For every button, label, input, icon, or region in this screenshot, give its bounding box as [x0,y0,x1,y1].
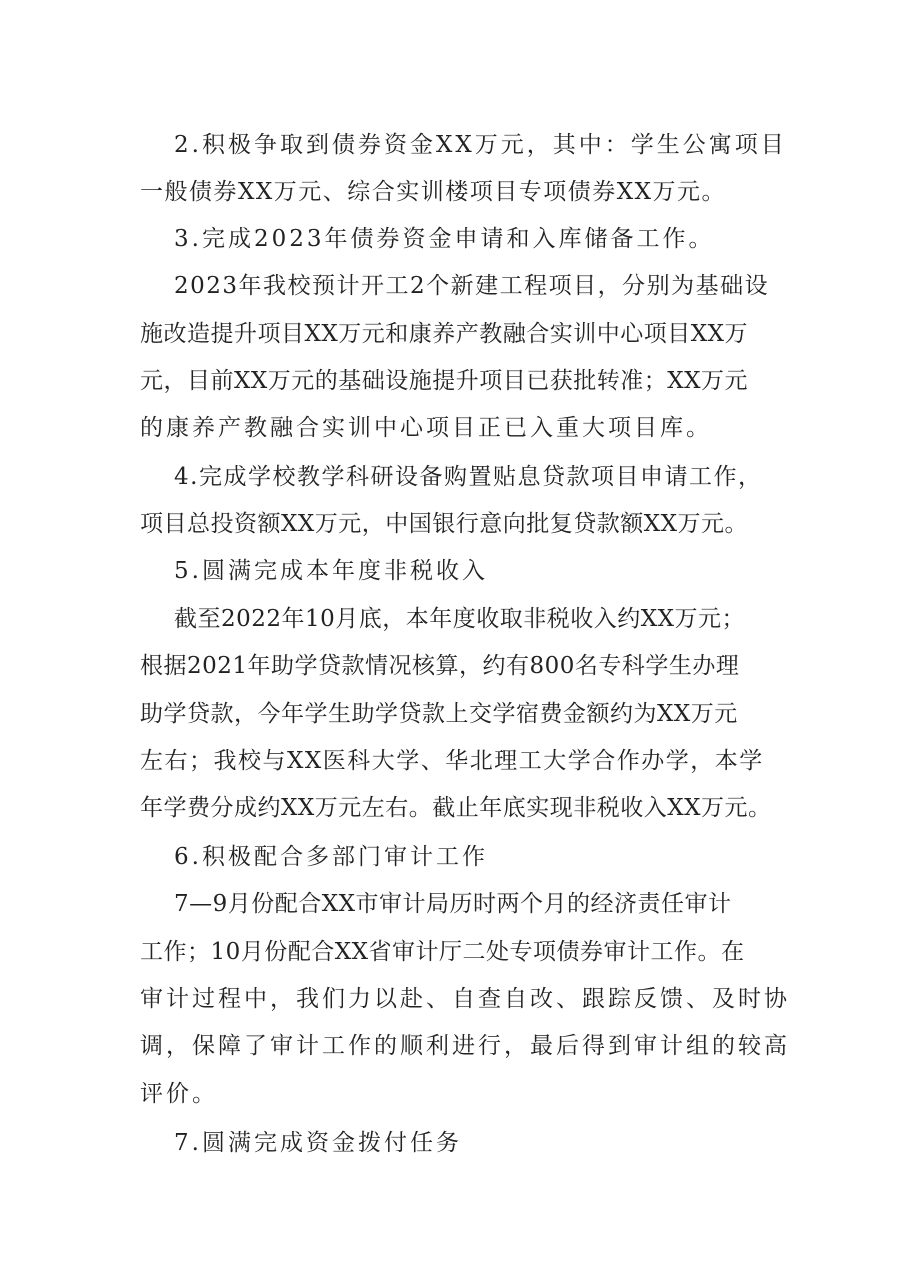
text-line: 项目总投资额XX万元，中国银行意向批复贷款额XX万元。 [140,511,748,537]
text-line: 评价。 [140,1081,218,1107]
text-line: 5.圆满完成本年度非税收入 [174,558,488,584]
text-line: 截至2022年10月底，本年度收取非税收入约XX万元； [174,606,746,632]
text-line: 一般债券XX万元、综合实训楼项目专项债券XX万元。 [140,179,726,205]
text-line: 审计过程中，我们力以赴、自查自改、跟踪反馈、及时协 [140,986,790,1012]
text-line: 的康养产教融合实训中心项目正已入重大项目库。 [140,415,712,441]
text-line: 7—9月份配合XX市审计局历时两个月的经济责任审计 [174,891,732,917]
text-line: 2023年我校预计开工2个新建工程项目，分别为基础设 [174,273,770,299]
text-line: 调，保障了审计工作的顺利进行，最后得到审计组的较高 [140,1033,790,1059]
text-line: 左右；我校与XX医科大学、华北理工大学合作办学，本学 [140,748,764,774]
text-line: 根据2021年助学贷款情况核算，约有800名专科学生办理 [140,653,740,679]
text-line: 元，目前XX万元的基础设施提升项目已获批转准；XX万元 [140,368,748,394]
text-line: 7.圆满完成资金拨付任务 [174,1130,462,1156]
text-line: 2.积极争取到债券资金XX万元，其中：学生公寓项目 [174,132,787,158]
text-line: 年学费分成约XX万元左右。截止年底实现非税收入XX万元。 [140,795,772,821]
text-line: 3.完成2023年债券资金申请和入库储备工作。 [174,226,715,252]
text-line: 施改造提升项目XX万元和康养产教融合实训中心项目XX万 [140,321,748,347]
text-line: 助学贷款，今年学生助学贷款上交学宿费金额约为XX万元 [140,701,738,727]
text-line: 6.积极配合多部门审计工作 [174,844,488,870]
text-line: 4.完成学校教学科研设备购置贴息贷款项目申请工作， [174,464,763,490]
text-line: 工作；10月份配合XX省审计厅二处专项债券审计工作。在 [140,939,745,965]
